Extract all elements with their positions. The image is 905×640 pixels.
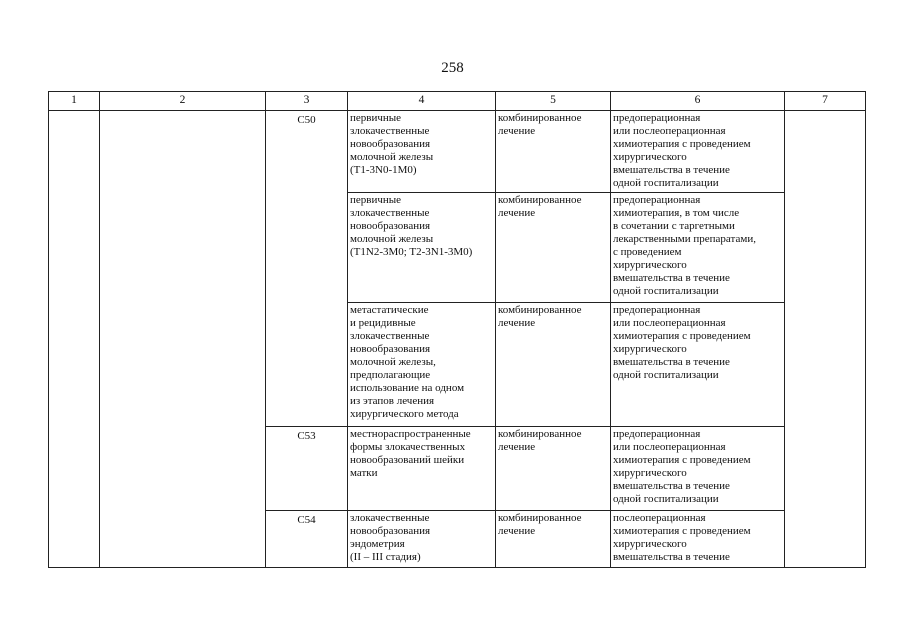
column-header: 7	[785, 92, 866, 111]
condition-cell: первичные злокачественные новообразования молочной железы (T1-3N0-1M0)	[348, 111, 496, 193]
condition-cell: первичные злокачественные новообразования молочной железы (T1N2-3M0; T2-3N1-3M0)	[348, 193, 496, 303]
table-row	[49, 111, 866, 193]
condition-cell: злокачественные новообразования эндометрия (II – III стадия)	[348, 511, 496, 568]
treatment-type-cell: комбинированное лечение	[496, 427, 611, 511]
column-header: 2	[100, 92, 266, 111]
treatment-method-cell: послеоперационная химиотерапия с проведением хирургического вмешательства в течение	[611, 511, 785, 568]
column-2-cell	[100, 111, 266, 568]
column-header: 4	[348, 92, 496, 111]
condition-cell: метастатические и рецидивные злокачественные новообразования молочной железы, предполагающие использование на одном из этапов лечения хирургического метода	[348, 303, 496, 427]
diagnosis-code: C54	[266, 511, 348, 568]
column-header: 1	[49, 92, 100, 111]
treatment-type-cell: комбинированное лечение	[496, 193, 611, 303]
page-number: 258	[441, 60, 464, 76]
treatment-table	[48, 91, 866, 568]
treatment-type-cell: комбинированное лечение	[496, 111, 611, 193]
header-row	[49, 92, 866, 111]
treatment-method-cell: предоперационная химиотерапия, в том числе в сочетании с таргетными лекарственными препаратами, с проведением хирургического вмешательства в течение одной госпитализации	[611, 193, 785, 303]
column-7-cell	[785, 111, 866, 568]
column-header: 3	[266, 92, 348, 111]
condition-cell: местнораспространенные формы злокачественных новообразований шейки матки	[348, 427, 496, 511]
treatment-method-cell: предоперационная или послеоперационная химиотерапия с проведением хирургического вмешательства в течение одной госпитализации	[611, 111, 785, 193]
treatment-type-cell: комбинированное лечение	[496, 511, 611, 568]
treatment-type-cell: комбинированное лечение	[496, 303, 611, 427]
column-header: 6	[611, 92, 785, 111]
treatment-method-cell: предоперационная или послеоперационная химиотерапия с проведением хирургического вмешательства в течение одной госпитализации	[611, 303, 785, 427]
diagnosis-code: C53	[266, 427, 348, 511]
diagnosis-code: C50	[266, 111, 348, 427]
column-header: 5	[496, 92, 611, 111]
treatment-method-cell: предоперационная или послеоперационная химиотерапия с проведением хирургического вмешательства в течение одной госпитализации	[611, 427, 785, 511]
column-1-cell	[49, 111, 100, 568]
